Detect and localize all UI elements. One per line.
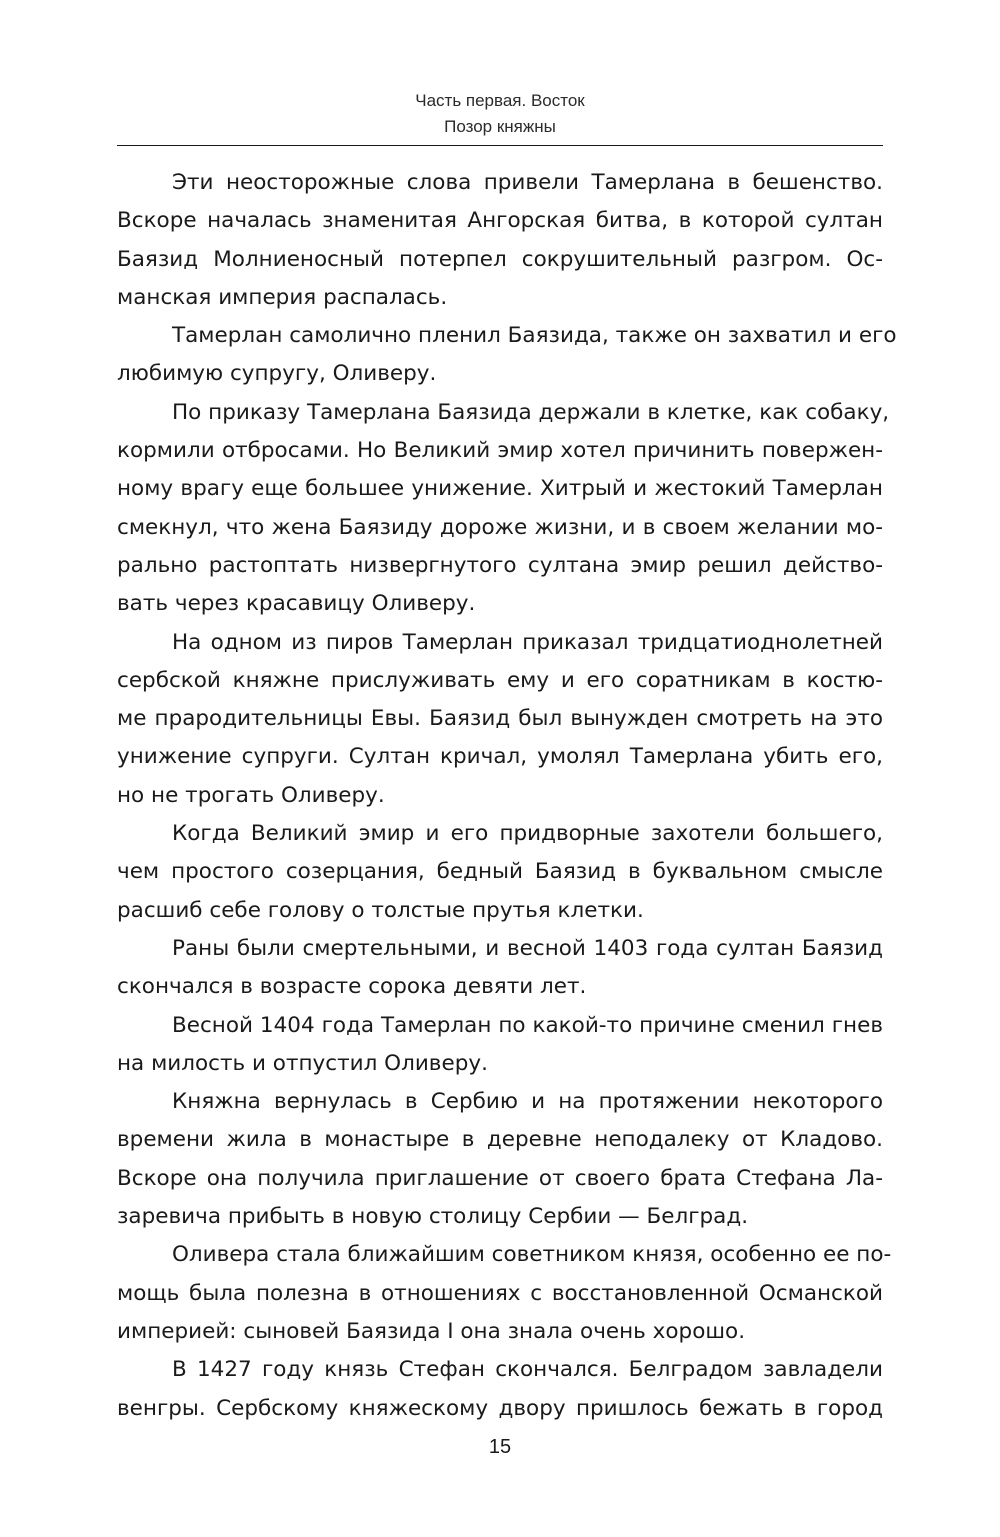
chapter-title: Позор княжны	[444, 117, 556, 136]
text-line: заревича прибыть в новую столицу Сербии — Белград.	[117, 1204, 749, 1230]
text-line: вать через красавицу Оливеру.	[117, 591, 476, 617]
text-line: рально растоптать низвергнутого султана эмир решил действо-	[117, 552, 883, 578]
text-line: расшиб себе голову о толстые прутья клетки.	[117, 897, 644, 923]
text-line: Раны были смертельными, и весной 1403 года султан Баязид	[172, 935, 883, 961]
paragraph	[117, 1236, 892, 1351]
text-line: Вскоре началась знаменитая Ангорская битва, в которой султан	[117, 208, 883, 234]
text-line: Оливера стала ближайшим советником князя, особенно ее по-	[172, 1242, 892, 1268]
text-line: империей: сыновей Баязида I она знала очень хорошо.	[117, 1318, 746, 1344]
text-line: По приказу Тамерлана Баязида держали в клетке, как собаку,	[172, 399, 890, 425]
paragraph	[117, 317, 897, 394]
running-head	[117, 88, 883, 140]
text-line: Эти неосторожные слова привели Тамерлана в бешенство.	[172, 170, 883, 195]
text-line: Тамерлан самолично пленил Баязида, также он захватил и его	[172, 323, 897, 349]
text-line: Княжна вернулась в Сербию и на протяжении некоторого	[172, 1089, 883, 1115]
text-line: но не трогать Оливеру.	[117, 782, 385, 808]
text-line: Весной 1404 года Тамерлан по какой-то причине сменил гнев	[172, 1012, 883, 1038]
text-line: чем простого созерцания, бедный Баязид в буквальном смысле	[117, 859, 883, 885]
page-number: 15	[488, 1436, 512, 1458]
text-line: времени жила в монастыре в деревне неподалеку от Кладово.	[117, 1127, 883, 1153]
text-line: смекнул, что жена Баязиду дороже жизни, и в своем желании мо-	[117, 514, 883, 540]
section-title: Часть первая. Восток	[415, 91, 585, 110]
text-line: Вскоре она получила приглашение от своего брата Стефана Ла-	[117, 1165, 883, 1191]
text-line: На одном из пиров Тамерлан приказал тридцатиоднолетней	[172, 629, 883, 655]
text-line: на милость и отпустил Оливеру.	[117, 1050, 488, 1076]
paragraph	[117, 164, 883, 317]
text-line: любимую супругу, Оливеру.	[117, 361, 437, 387]
text-line: мощь была полезна в отношениях с восстановленной Османской	[117, 1280, 883, 1306]
paragraph	[117, 1083, 883, 1236]
paragraph	[117, 1351, 883, 1428]
paragraph	[117, 930, 883, 1007]
text-line: ме прародительницы Евы. Баязид был вынужден смотреть на это	[117, 706, 883, 732]
paragraph	[117, 624, 883, 815]
text-line: Когда Великий эмир и его придворные захотели большего,	[172, 821, 883, 847]
text-line: венгры. Сербскому княжескому двору пришлось бежать в город	[117, 1395, 883, 1421]
text-line: ному врагу еще большее унижение. Хитрый и жестокий Тамерлан	[117, 476, 883, 502]
paragraph	[117, 394, 890, 624]
paragraph	[117, 815, 883, 930]
text-line: манская империя распалась.	[117, 284, 448, 310]
text-line: скончался в возрасте сорока девяти лет.	[117, 974, 587, 1000]
text-line: В 1427 году князь Стефан скончался. Белградом завладели	[172, 1357, 883, 1383]
text-line: сербской княжне прислуживать ему и его соратникам в костю-	[117, 667, 883, 693]
text-line: Баязид Молниеносный потерпел сокрушительный разгром. Ос-	[117, 246, 883, 272]
main-text	[117, 164, 897, 1428]
text-line: унижение супруги. Султан кричал, умолял Тамерлана убить его,	[117, 744, 883, 770]
header-divider	[117, 145, 883, 146]
paragraph	[117, 1007, 883, 1084]
text-line: кормили отбросами. Но Великий эмир хотел причинить повержен-	[117, 438, 883, 464]
